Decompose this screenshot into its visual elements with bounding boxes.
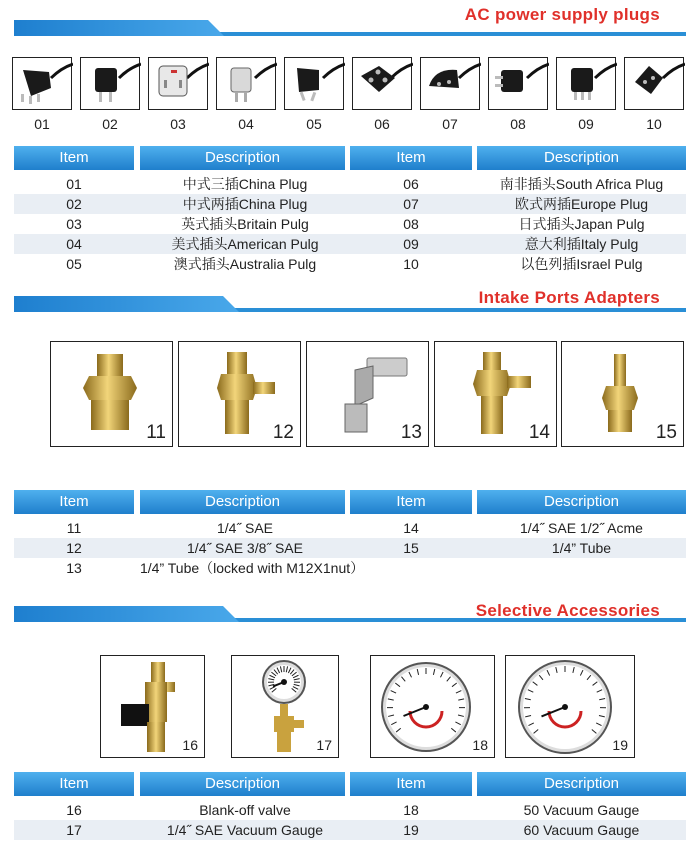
item-cell: 19 xyxy=(403,822,419,838)
table-header: Description xyxy=(140,146,345,170)
table-row xyxy=(14,174,350,194)
adapter-number: 12 xyxy=(272,422,294,443)
table-row xyxy=(350,538,686,558)
item-cell: 12 xyxy=(66,540,82,556)
description-cell: 1/4˝ SAE 1/2˝ Acme xyxy=(520,520,643,536)
description-cell: 1/4˝ SAE Vacuum Gauge xyxy=(166,822,324,838)
adapter-number: 15 xyxy=(655,422,677,443)
south-africa-plug-icon xyxy=(352,57,412,110)
adapter-number: 13 xyxy=(400,422,422,443)
vacuum-gauge-60-icon xyxy=(505,655,635,758)
item-cell: 07 xyxy=(403,196,419,212)
blank-off-valve-icon xyxy=(100,655,205,758)
description-cell: 1/4˝ SAE 3/8˝ SAE xyxy=(187,540,303,556)
header-tab xyxy=(14,296,239,312)
description-cell: 澳式插头Australia Pulg xyxy=(173,256,317,272)
table-row xyxy=(350,254,686,274)
table-row xyxy=(14,538,350,558)
table-row xyxy=(14,214,350,234)
accessory-number: 18 xyxy=(472,737,488,753)
description-cell: 中式两插China Plug xyxy=(182,196,308,212)
table-row xyxy=(350,518,686,538)
italy-plug-icon xyxy=(556,57,616,110)
description-cell: 1/4” Tube xyxy=(551,540,612,556)
header-tab xyxy=(14,606,239,622)
item-cell: 05 xyxy=(66,256,82,272)
description-cell: 美式插头American Pulg xyxy=(171,236,319,252)
accessory-number: 19 xyxy=(612,737,628,753)
china-2pin-plug-icon xyxy=(80,57,140,110)
straight-flare-adapter-icon xyxy=(50,341,173,447)
section-title: AC power supply plugs xyxy=(464,5,660,24)
plug-number: 07 xyxy=(442,116,458,132)
table-row xyxy=(14,194,350,214)
plug-number: 08 xyxy=(510,116,526,132)
description-cell: 以色列插Israel Pulg xyxy=(520,256,643,272)
accessory-number: 17 xyxy=(316,737,332,753)
section-title: Intake Ports Adapters xyxy=(478,288,660,307)
description-cell: 英式插头Britain Pulg xyxy=(181,216,309,232)
section-title: Selective Accessories xyxy=(475,601,660,620)
table-header: Description xyxy=(140,772,345,796)
description-cell: 日式插头Japan Pulg xyxy=(518,216,645,232)
item-cell: 06 xyxy=(403,176,419,192)
table-row xyxy=(350,194,686,214)
israel-plug-icon xyxy=(624,57,684,110)
description-cell: 60 Vacuum Gauge xyxy=(523,822,640,838)
accessory-number: 16 xyxy=(182,737,198,753)
table-row xyxy=(350,234,686,254)
dual-tee-adapter-icon xyxy=(434,341,557,447)
description-cell: 南非插头South Africa Plug xyxy=(499,176,664,192)
item-cell: 10 xyxy=(403,256,419,272)
table-header: Description xyxy=(140,490,345,514)
header-tab xyxy=(14,20,224,36)
plug-number: 10 xyxy=(646,116,662,132)
table-header: Description xyxy=(477,490,686,514)
table-row xyxy=(14,800,350,820)
table-row xyxy=(14,820,350,840)
plug-number: 01 xyxy=(34,116,50,132)
table-row xyxy=(14,518,350,538)
table-header: Item xyxy=(350,146,472,170)
table-header: Item xyxy=(14,490,134,514)
item-cell: 11 xyxy=(66,520,82,536)
table-header: Item xyxy=(350,490,472,514)
table-header: Item xyxy=(14,146,134,170)
item-cell: 18 xyxy=(403,802,419,818)
item-cell: 03 xyxy=(66,216,82,232)
item-cell: 15 xyxy=(403,540,419,556)
britain-plug-icon xyxy=(148,57,208,110)
description-cell: 意大利插Italy Pulg xyxy=(524,236,639,252)
description-cell: 中式三插China Plug xyxy=(182,176,308,192)
item-cell: 09 xyxy=(403,236,419,252)
item-cell: 02 xyxy=(66,196,82,212)
table-row xyxy=(350,214,686,234)
table-row xyxy=(14,254,350,274)
china-3pin-plug-icon xyxy=(12,57,72,110)
item-cell: 14 xyxy=(403,520,419,536)
table-row xyxy=(14,558,365,578)
adapter-number: 11 xyxy=(146,422,166,443)
elbow-adapter-icon xyxy=(306,341,429,447)
table-row xyxy=(350,820,686,840)
vacuum-gauge-50-icon xyxy=(370,655,495,758)
tee-adapter-icon xyxy=(178,341,301,447)
description-cell: 50 Vacuum Gauge xyxy=(523,802,640,818)
item-cell: 17 xyxy=(66,822,82,838)
table-header: Item xyxy=(350,772,472,796)
description-cell: 1/4˝ SAE xyxy=(216,520,274,536)
item-cell: 16 xyxy=(66,802,82,818)
description-cell: 欧式两插Europe Plug xyxy=(514,196,649,212)
table-row xyxy=(350,800,686,820)
description-cell: 1/4” Tube（locked with M12X1nut） xyxy=(140,560,365,576)
item-cell: 13 xyxy=(66,560,82,576)
table-row xyxy=(350,174,686,194)
adapter-number: 14 xyxy=(528,422,550,443)
hose-barb-adapter-icon xyxy=(561,341,684,447)
plug-number: 06 xyxy=(374,116,390,132)
vacuum-gauge-small-icon xyxy=(231,655,339,758)
europe-plug-icon xyxy=(420,57,480,110)
item-cell: 08 xyxy=(403,216,419,232)
american-plug-icon xyxy=(216,57,276,110)
item-cell: 01 xyxy=(66,176,82,192)
australia-plug-icon xyxy=(284,57,344,110)
plug-number: 03 xyxy=(170,116,186,132)
table-row xyxy=(14,234,350,254)
table-header: Description xyxy=(477,146,686,170)
table-header: Description xyxy=(477,772,686,796)
plug-number: 04 xyxy=(238,116,254,132)
plug-number: 05 xyxy=(306,116,322,132)
table-header: Item xyxy=(14,772,134,796)
description-cell: Blank-off valve xyxy=(199,802,291,818)
japan-plug-icon xyxy=(488,57,548,110)
item-cell: 04 xyxy=(66,236,82,252)
plug-number: 09 xyxy=(578,116,594,132)
plug-number: 02 xyxy=(102,116,118,132)
